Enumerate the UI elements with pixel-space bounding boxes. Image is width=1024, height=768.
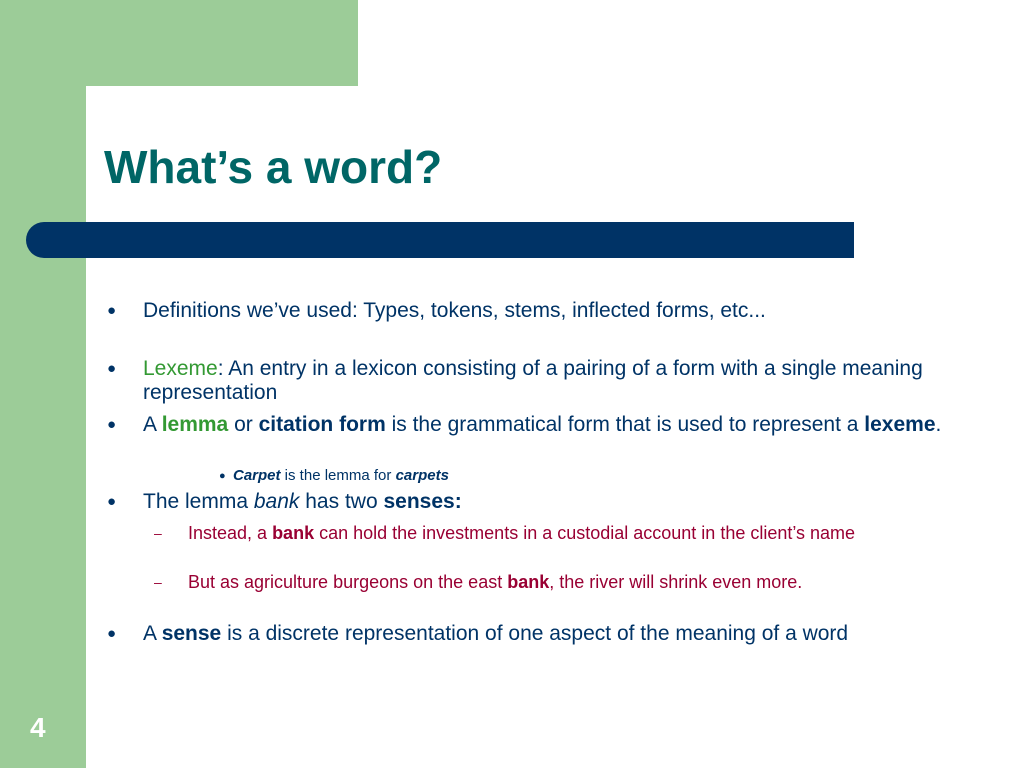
text: is the lemma for (280, 467, 396, 484)
word-bank: bank (253, 490, 300, 513)
text: A (143, 622, 162, 645)
bullet-sense (107, 622, 943, 646)
text: A (143, 413, 162, 436)
text: or (228, 413, 259, 436)
example-bank-river (154, 571, 928, 593)
bullet-icon: ● (107, 416, 117, 433)
bullet-icon: ● (107, 360, 117, 377)
term-lexeme: Lexeme (143, 357, 218, 380)
bullet-lemma (107, 413, 943, 437)
lexeme-definition: : An entry in a lexicon consisting of a pairing of a form with a single meaning representation (143, 357, 923, 404)
bullet-icon: ● (107, 493, 117, 510)
word-bank: bank (507, 572, 550, 592)
text: . (935, 413, 942, 436)
text: The lemma (143, 490, 254, 513)
term-senses: senses: (383, 490, 462, 513)
term-lemma: lemma (161, 413, 229, 436)
word-bank: bank (272, 523, 315, 543)
dash-icon: – (154, 525, 162, 541)
text: Instead, a (188, 523, 273, 543)
subbullet-carpet (219, 467, 733, 485)
bullet-lexeme (107, 357, 943, 405)
bullet-icon: ● (107, 302, 117, 319)
bullet-icon: ● (107, 625, 117, 642)
bullet-definitions (107, 299, 943, 323)
dash-icon: – (154, 574, 162, 590)
term-citation-form: citation form (258, 413, 386, 436)
bullet-icon: ● (219, 470, 226, 482)
example-bank-financial (154, 522, 928, 544)
term-sense: sense (161, 622, 222, 645)
word-carpets: carpets (395, 467, 449, 484)
term-lexeme-bold: lexeme (864, 413, 936, 436)
text: is a discrete representation of one aspect of the meaning of a word (221, 622, 849, 645)
text: has two (299, 490, 384, 513)
text: But as agriculture burgeons on the east (188, 572, 508, 592)
bullet-bank (107, 490, 943, 514)
slide-number: 4 (30, 712, 46, 743)
text: can hold the investments in a custodial account in the client’s name (314, 523, 856, 543)
bullet-text: Definitions we’ve used: Types, tokens, stems, inflected forms, etc... (143, 299, 766, 322)
text: is the grammatical form that is used to represent a (385, 413, 865, 436)
slide-title: What’s a word? (104, 141, 443, 193)
word-carpet: Carpet (233, 467, 281, 484)
text: , the river will shrink even more. (549, 572, 803, 592)
